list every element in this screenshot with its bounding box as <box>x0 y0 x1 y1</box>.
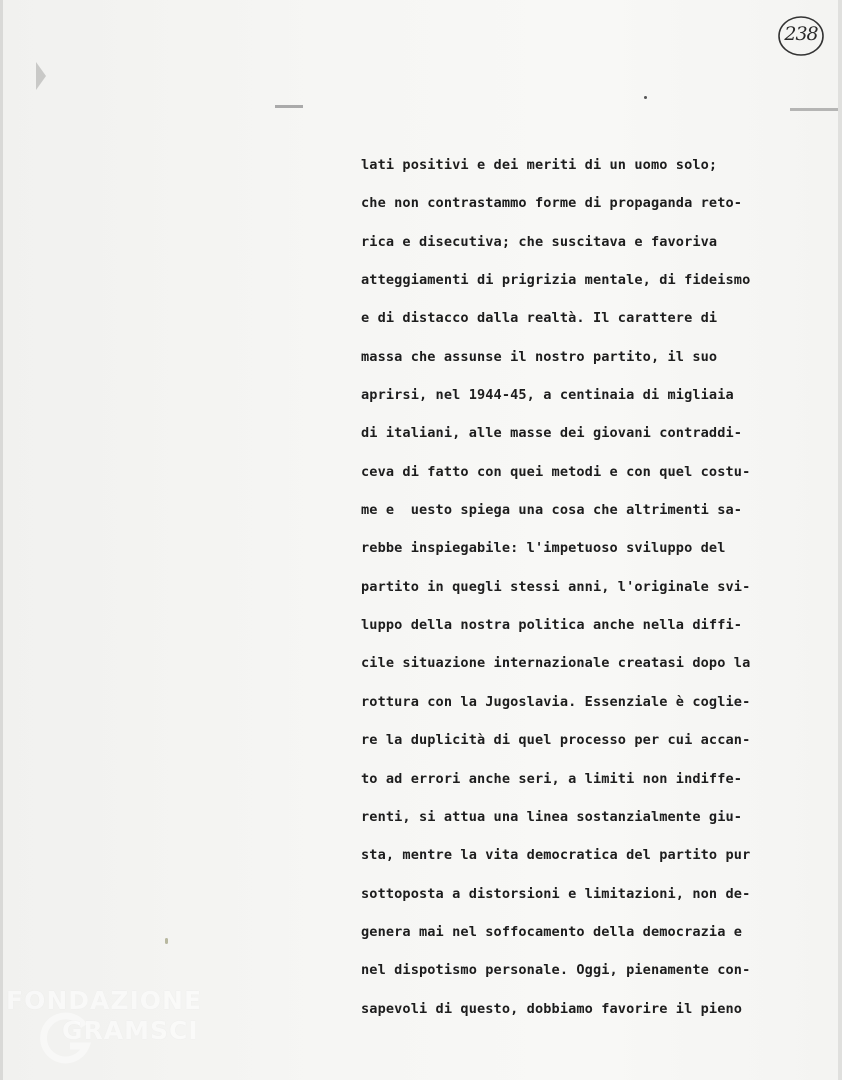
text-line: to ad errori anche seri, a limiti non indiffe- <box>361 770 743 787</box>
text-line: rica e disecutiva; che suscitava e favoriva <box>361 233 718 250</box>
text-line: atteggiamenti di prigrizia mentale, di fideismo <box>361 272 751 289</box>
scan-mark <box>36 62 46 90</box>
text-line: cile situazione internazionale creatasi dopo la <box>361 655 751 672</box>
header-rule-right <box>790 108 838 111</box>
text-line: me e uesto spiega una cosa che altrimenti sa- <box>361 502 743 519</box>
ink-dot <box>644 96 647 99</box>
text-line: genera mai nel soffocamento della democrazia e <box>361 923 743 940</box>
text-line: re la duplicità di quel processo per cui accan- <box>361 732 751 749</box>
text-line: di italiani, alle masse dei giovani contraddi- <box>361 425 743 442</box>
text-line: ceva di fatto con quei metodi e con quel costu- <box>361 463 751 480</box>
fondazione-gramsci-watermark <box>6 986 226 1076</box>
text-line: sottoposta a distorsioni e limitazioni, non de- <box>361 885 751 902</box>
text-line: sta, mentre la vita democratica del partito pur <box>361 847 751 864</box>
text-line: rebbe inspiegabile: l'impetuoso sviluppo del <box>361 540 726 557</box>
text-line: renti, si attua una linea sostanzialmente giu- <box>361 808 743 825</box>
header-rule-left <box>275 105 303 108</box>
text-line: nel dispotismo personale. Oggi, pienamente con- <box>361 962 751 979</box>
text-line: e di distacco dalla realtà. Il carattere di <box>361 310 718 327</box>
text-line: rottura con la Jugoslavia. Essenziale è coglie- <box>361 693 751 710</box>
text-line: sapevoli di questo, dobbiamo favorire il pieno <box>361 1000 743 1017</box>
watermark-line-1: FONDAZIONE <box>6 986 203 1015</box>
paper-speck <box>165 938 168 944</box>
text-line: aprirsi, nel 1944-45, a centinaia di migliaia <box>361 387 734 404</box>
text-line: che non contrastammo forme di propaganda reto- <box>361 195 743 212</box>
scan-edge-left <box>0 0 3 1080</box>
typewritten-body <box>361 146 831 1028</box>
watermark-line-2: GRAMSCI <box>62 1016 199 1045</box>
text-line: massa che assunse il nostro partito, il suo <box>361 348 718 365</box>
handwritten-page-number <box>776 14 826 58</box>
scan-edge-right <box>838 0 842 1080</box>
text-line: lati positivi e dei meriti di un uomo solo; <box>361 157 718 173</box>
text-line: partito in quegli stessi anni, l'originale svi- <box>361 578 751 595</box>
page-number-text: 238 <box>784 23 818 45</box>
text-line: luppo della nostra politica anche nella diffi- <box>361 617 743 634</box>
